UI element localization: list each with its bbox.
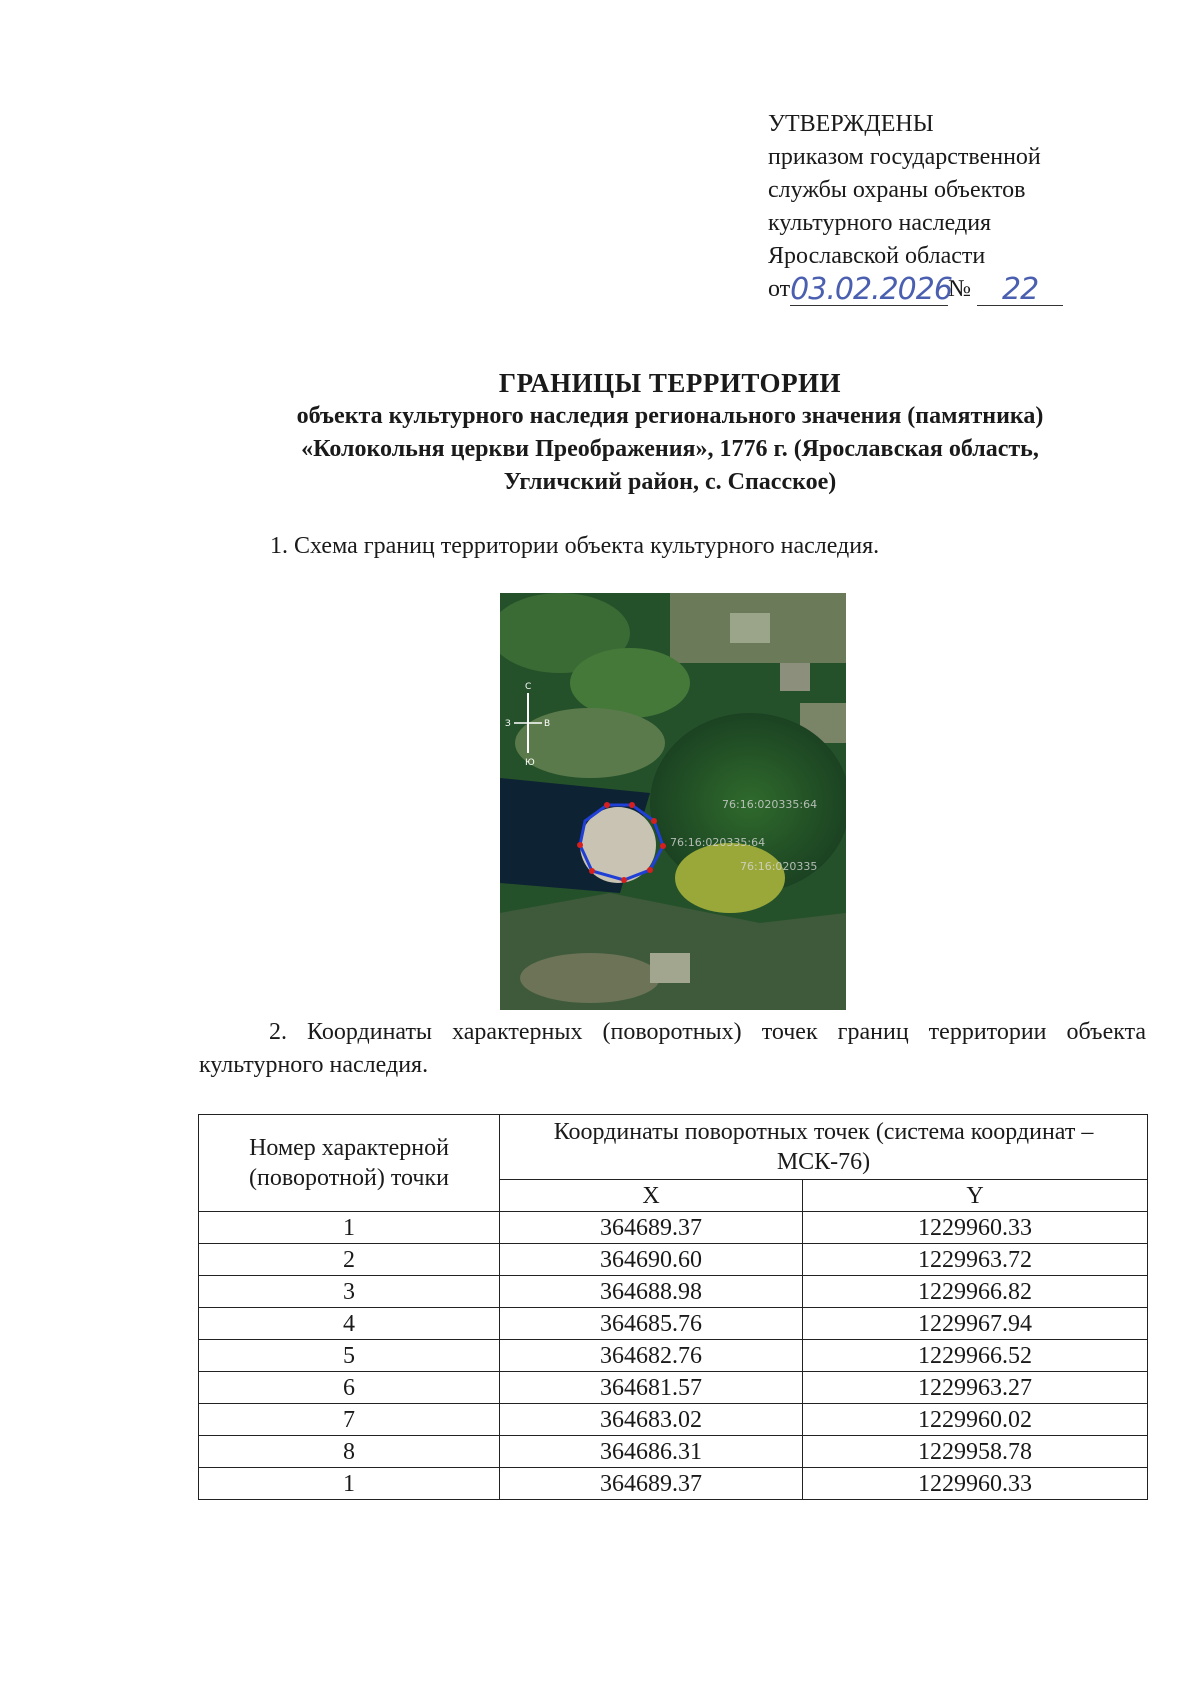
boundary-point	[589, 868, 595, 874]
y-value: 1229966.52	[803, 1340, 1148, 1372]
approval-date-line	[768, 273, 1108, 306]
compass-west: З	[505, 719, 511, 729]
compass-north: С	[525, 682, 532, 692]
x-value: 364688.98	[500, 1276, 803, 1308]
y-value: 1229960.33	[803, 1468, 1148, 1500]
compass-east: В	[544, 719, 551, 729]
table-row	[199, 1372, 1148, 1404]
col-y-header: Y	[803, 1180, 1148, 1212]
cadastral-label: 76:16:020335:64	[670, 836, 766, 849]
map-field	[520, 953, 660, 1003]
x-value: 364690.60	[500, 1244, 803, 1276]
approval-line: Ярославской области	[768, 243, 986, 269]
boundary-point	[604, 802, 610, 808]
y-value: 1229963.27	[803, 1372, 1148, 1404]
section-2-heading: 2. Координаты характерных (поворотных) точек границ территории объекта культурного наследия.	[199, 1019, 1146, 1078]
y-value: 1229963.72	[803, 1244, 1148, 1276]
map-tree-cluster	[675, 843, 785, 913]
x-value: 364685.76	[500, 1308, 803, 1340]
title-line: Угличский район, с. Спасское)	[503, 469, 837, 495]
satellite-map	[500, 593, 846, 1010]
map-tree-cluster	[570, 648, 690, 718]
table-row	[199, 1244, 1148, 1276]
title-line: объекта культурного наследия регионального значения (памятника)	[296, 403, 1044, 429]
x-value: 364683.02	[500, 1404, 803, 1436]
approval-heading: УТВЕРЖДЕНЫ	[768, 111, 934, 137]
point-number: 6	[199, 1372, 500, 1404]
x-value: 364686.31	[500, 1436, 803, 1468]
number-prefix: №	[948, 276, 972, 302]
map-building	[780, 663, 810, 691]
handwritten-date: 03.02.2026	[790, 272, 952, 307]
approval-line: приказом государственной	[768, 144, 1041, 170]
y-value: 1229966.82	[803, 1276, 1148, 1308]
table-row	[199, 1404, 1148, 1436]
y-value: 1229960.02	[803, 1404, 1148, 1436]
boundary-point	[621, 877, 627, 883]
point-number: 1	[199, 1468, 500, 1500]
x-value: 364682.76	[500, 1340, 803, 1372]
table-row	[199, 1308, 1148, 1340]
table-row	[199, 1436, 1148, 1468]
col-point-number-header: Номер характерной (поворотной) точки	[199, 1115, 500, 1212]
handwritten-number: 22	[977, 275, 1063, 306]
y-value: 1229958.78	[803, 1436, 1148, 1468]
date-prefix: от	[768, 276, 791, 302]
point-number: 5	[199, 1340, 500, 1372]
approval-line: культурного наследия	[768, 210, 992, 236]
table-row	[199, 1276, 1148, 1308]
title-line: «Колокольня церкви Преображения», 1776 г. (Ярославская область,	[301, 436, 1039, 462]
cadastral-label: 76:16:020335:64	[722, 798, 818, 811]
map-building	[650, 953, 690, 983]
boundary-point	[660, 843, 666, 849]
boundary-point	[647, 867, 653, 873]
point-number: 7	[199, 1404, 500, 1436]
approval-line: службы охраны объектов	[768, 177, 1026, 203]
table-header-row	[199, 1115, 1148, 1180]
x-value: 364681.57	[500, 1372, 803, 1404]
col-coordinates-header: Координаты поворотных точек (система координат – МСК-76)	[500, 1115, 1148, 1180]
compass-south: Ю	[525, 758, 535, 768]
title-line: ГРАНИЦЫ ТЕРРИТОРИИ	[498, 368, 842, 398]
table-row	[199, 1212, 1148, 1244]
point-number: 2	[199, 1244, 500, 1276]
cadastral-label: 76:16:020335	[740, 860, 818, 873]
col-x-header: X	[500, 1180, 803, 1212]
document-title	[190, 366, 1150, 499]
y-value: 1229967.94	[803, 1308, 1148, 1340]
table-row	[199, 1340, 1148, 1372]
section-1-heading: 1. Схема границ территории объекта культурного наследия.	[270, 533, 880, 559]
x-value: 364689.37	[500, 1468, 803, 1500]
x-value: 364689.37	[500, 1212, 803, 1244]
point-number: 3	[199, 1276, 500, 1308]
point-number: 8	[199, 1436, 500, 1468]
boundary-point	[577, 842, 583, 848]
boundary-point	[629, 802, 635, 808]
map-building	[730, 613, 770, 643]
approval-block	[768, 108, 1108, 306]
point-number: 4	[199, 1308, 500, 1340]
boundary-point	[651, 818, 657, 824]
point-number: 1	[199, 1212, 500, 1244]
table-row	[199, 1468, 1148, 1500]
coordinates-table	[198, 1114, 1148, 1500]
map-tree-cluster	[515, 708, 665, 778]
y-value: 1229960.33	[803, 1212, 1148, 1244]
